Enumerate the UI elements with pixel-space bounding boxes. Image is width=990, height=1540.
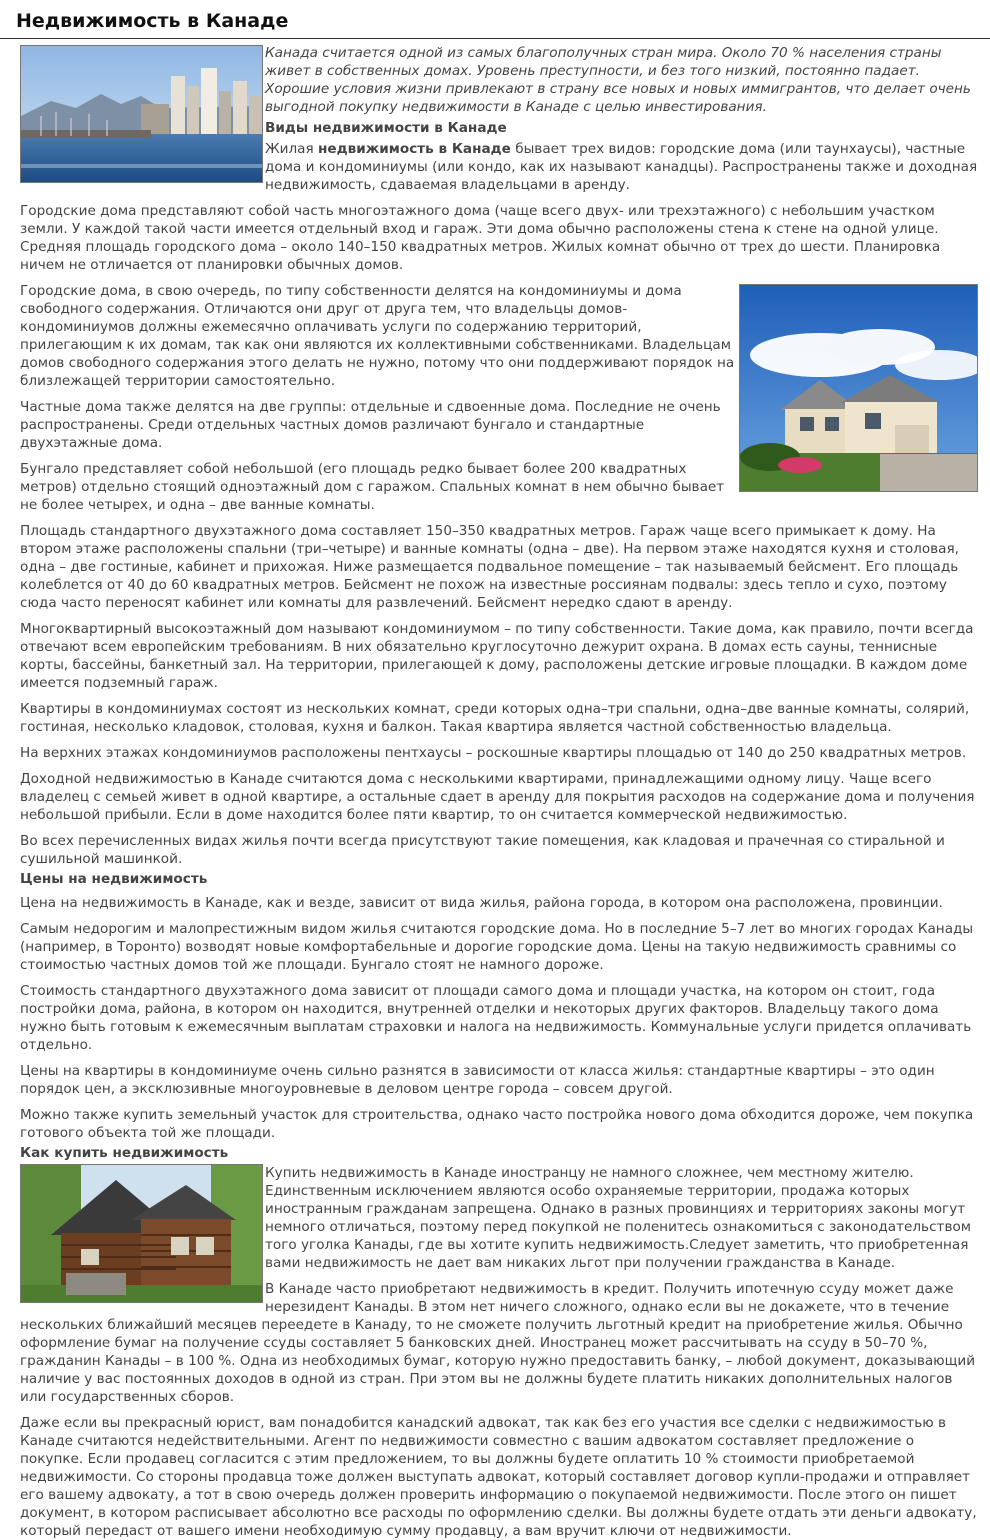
types-heading: Виды недвижимости в Канаде	[265, 120, 507, 136]
private-houses-paragraph: Частные дома также делятся на две группы: отдельные и сдвоенные дома. Последние не очень распространены. Среди отдельных частных домов различают бунгало и стандартные двухэтажные дома.	[20, 399, 721, 451]
log-house-photo	[20, 1164, 263, 1303]
buy-paragraph-3: Даже если вы прекрасный юрист, вам понадобится канадский адвокат, так как без его участия все сделки с недвижимостью в Канаде считаются недействительными. Агент по недвижимости совместно с вашим адвокатом составляет предложение о покупке. Если продавец согласится с этим предложением, то вы должны будете оплатить 10 % стоимости приобретаемой недвижимости. Со стороны продавца тоже должен выступать адвокат, который составляет договор купли-продажи и отправляет его вашему адвокату, а тот в свою очередь должен проверить информацию о покупаемой недвижимости. После этого он пишет документ, в котором расписывает абсолютно все расходы по оформлению сделки. Вы должны будете отдать эти деньги адвокату, который передаст от вашего имени необходимую сумму продавцу, а вам вручит ключи от недвижимости.	[20, 1415, 977, 1539]
common-rooms-paragraph: Во всех перечисленных видах жилья почти всегда присутствуют такие помещения, как кладовая и прачечная со стиральной и сушильной машинкой.	[20, 833, 945, 867]
house-photo	[739, 284, 978, 492]
price-paragraph-2: Самым недорогим и малопрестижным видом жилья считаются городские дома. Но в последние 5–7 лет во многих городах Канады (например, в Торонто) возводят новые комфортабельные и дорогие городские дома. Цены на такую недвижимость сравнимы со стоимостью частных домов той же площади. Бунгало стоят не намного дороже.	[20, 921, 974, 973]
buy-paragraph-2: В Канаде часто приобретают недвижимость в кредит. Получить ипотечную ссуду может даже нерезидент Канады. В этом нет ничего сложного, однако если вы не докажете, что в течение нескольких ближайший месяцев переедете в Канаду, то не сможете получить льготный кредит на приобретение жилья. Обычно оформление бумаг на получение ссуды составляет 5 банковских дней. Иностранец может рассчитывать на ссуду в 50–70 %, гражданин Канады – в 100 %. Одна из необходимых бумаг, которую нужно предоставить банку, – любой документ, доказывающий наличие у вас постоянных доходов в одной из стран. При этом вы не должны будете платить никаких дополнительных налогов или государственных сборов.	[20, 1281, 976, 1405]
penthouse-paragraph: На верхних этажах кондоминиумов расположены пентхаусы – роскошные квартиры площадью от 140 до 250 квадратных метров.	[20, 745, 967, 761]
types-text-bold: недвижимость в Канаде	[318, 141, 511, 157]
page-title: Недвижимость в Канаде	[0, 0, 990, 39]
price-paragraph-3: Стоимость стандартного двухэтажного дома зависит от площади самого дома и площади участка, на котором он стоит, года постройки дома, района, в котором он находится, внутренней отделки и некоторых других факторов. Владельцу такого дома нужно быть готовым к ежемесячным выплатам страховки и налога на недвижимость. Коммунальные услуги придется оплачивать отдельно.	[20, 983, 972, 1053]
types-text-b: бывает трех видов: городские дома (или таунхаусы), частные дома и кондоминиумы (или кондо, как их называют канадцы). Распространены также и доходная недвижимость, сдаваемая владельцами в аренду.	[265, 141, 978, 193]
bungalow-paragraph: Бунгало представляет собой небольшой (его площадь редко бывает более 200 квадратных метров) отдельно стоящий одноэтажный дом с гаражом. Спальных комнат в нем обычно бывает не более четырех, и одна – две ванные комнаты.	[20, 461, 725, 513]
prices-heading: Цены на недвижимость	[20, 871, 208, 887]
buy-heading: Как купить недвижимость	[20, 1145, 229, 1161]
ownership-paragraph: Городские дома, в свою очередь, по типу собственности делятся на кондоминиумы и дома свободного содержания. Отличаются они друг от друга тем, что владельцы домов-кондоминиумов должны ежемесячно оплачивать услуги по содержанию территорий, прилегающим к их домам, так как они являются их коллективными собственниками. Владельцам домов свободного содержания этого делать не нужно, потому что они поддерживают порядок на близлежащей территории самостоятельно.	[20, 283, 735, 389]
townhouse-paragraph: Городские дома представляют собой часть многоэтажного дома (чаще всего двух- или трехэтажного) с небольшим участком земли. У каждой такой части имеется отдельный вход и гараж. Эти дома обычно расположены стена к стене на одной улице. Средняя площадь городского дома – около 140–150 квадратных метров. Жилых комнат обычно от трех до шести. Планировка ничем не отличается от планировки обычных домов.	[20, 203, 941, 273]
intro-paragraph: Канада считается одной из самых благополучных стран мира. Около 70 % населения страны живет в собственных домах. Уровень преступности, и без того низкий, постоянно падает. Хорошие условия жизни привлекают в страну все новых и новых иммигрантов, что делает очень выгодной покупку недвижимости в Канаде с целью инвестирования.	[265, 45, 971, 115]
types-text-a: Жилая	[265, 141, 318, 157]
price-paragraph-1: Цена на недвижимость в Канаде, как и везде, зависит от вида жилья, района города, в котором она расположена, провинции.	[20, 895, 943, 911]
price-paragraph-5: Можно также купить земельный участок для строительства, однако часто постройка нового дома обходится дороже, чем покупка готового объекта той же площади.	[20, 1107, 974, 1141]
condo-flats-paragraph: Квартиры в кондоминиумах состоят из нескольких комнат, среди которых одна–три спальни, одна–две ванные комнаты, солярий, гостиная, несколько кладовок, столовая, кухня и балкон. Такая квартира является частной собственностью владельца.	[20, 701, 970, 735]
city-waterfront-photo	[20, 45, 263, 183]
condo-paragraph: Многоквартирный высокоэтажный дом называют кондоминиумом – по типу собственности. Такие дома, как правило, почти всегда отвечают всем европейским требованиям. В них обязательно круглосуточно дежурит охрана. В домах есть сауны, теннисные корты, бассейны, банкетный зал. На территории, прилегающей к дому, расположены детские игровые площадки. В каждом доме имеется подземный гараж.	[20, 621, 974, 691]
price-paragraph-4: Цены на квартиры в кондоминиуме очень сильно разнятся в зависимости от класса жилья: стандартные квартиры – это один порядок цен, а эксклюзивные многоуровневые в деловом центре города – совсем другой.	[20, 1063, 935, 1097]
income-property-paragraph: Доходной недвижимостью в Канаде считаются дома с несколькими квартирами, принадлежащими одному лицу. Чаще всего владелец с семьей живет в одной квартире, а остальные сдает в аренду для покрытия расходов на содержание дома и получения небольшой прибыли. Если в доме находится более пяти квартир, то он считается коммерческой недвижимостью.	[20, 771, 975, 823]
two-storey-paragraph: Площадь стандартного двухэтажного дома составляет 150–350 квадратных метров. Гараж чаще всего примыкает к дому. На втором этаже расположены спальни (три–четыре) и ванные комнаты (одна – две). На первом этаже находятся кухня и столовая, одна – две гостиные, кабинет и прихожая. Ниже размещается подвальное помещение – так называемый бейсмент. Его площадь колеблется от 40 до 60 квадратных метров. Бейсмент не похож на известные россиянам подвалы: здесь тепло и сухо, поэтому сюда часто переносят кабинет или комнаты для развлечений. Бейсмент нередко сдают в аренду.	[20, 523, 959, 611]
buy-paragraph-1: Купить недвижимость в Канаде иностранцу не намного сложнее, чем местному жителю. Единственным исключением являются особо охраняемые территории, продажа которых иностранным гражданам запрещена. Однако в разных провинциях и территориях законы могут немного отличаться, поэтому перед покупкой не поленитесь ознакомиться с законодательством того уголка Канады, где вы хотите купить недвижимость.Следует заметить, что приобретенная вами недвижимость не дает вам никаких льгот при получении гражданства в Канаде.	[265, 1165, 972, 1271]
article-body	[0, 39, 990, 1540]
